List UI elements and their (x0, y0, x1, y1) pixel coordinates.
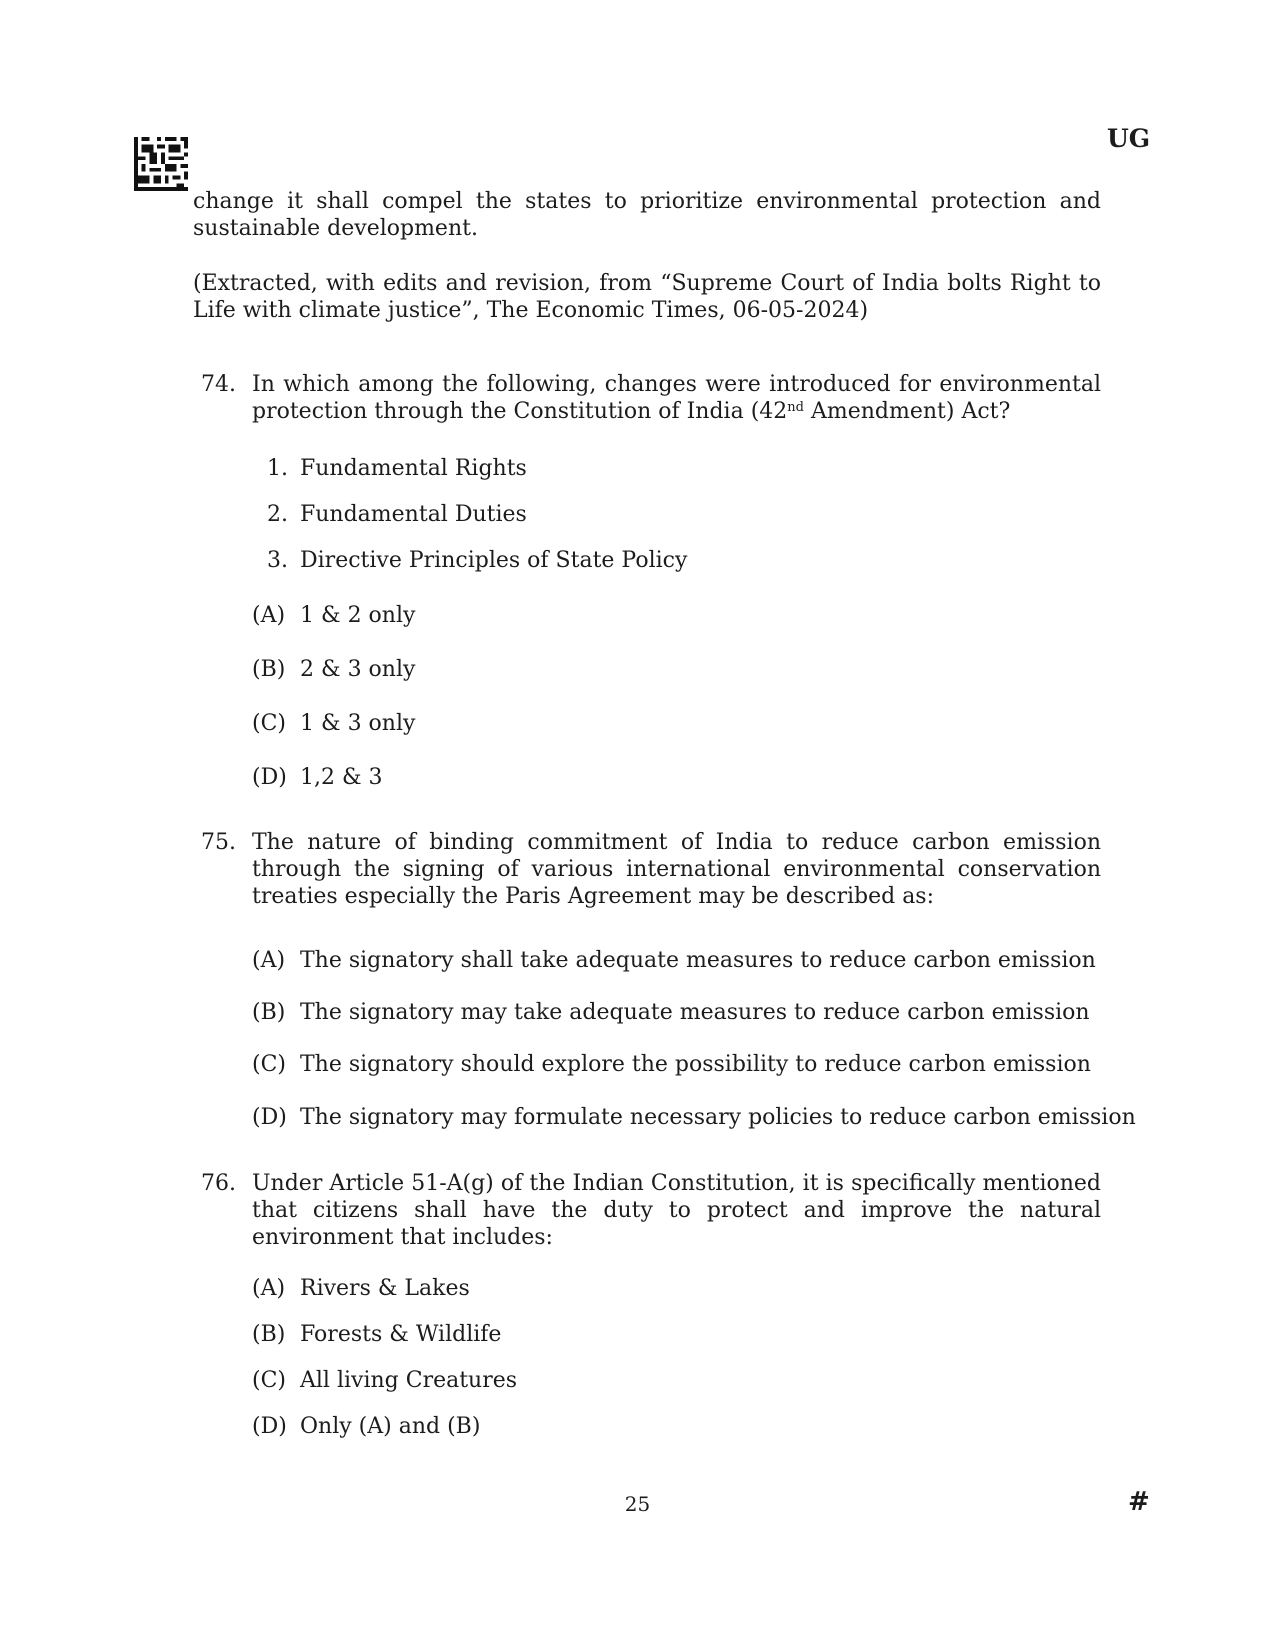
question-text: The nature of binding commitment of India to reduce carbon emission through the signing of various international environmental conservation treaties especially the Paris Agreement may be described as: (252, 830, 1101, 909)
page-mark: # (1128, 1487, 1150, 1517)
option-text: 1,2 & 3 (300, 765, 383, 790)
statement-number: 1. (267, 456, 288, 481)
question-number: 74. (201, 372, 236, 397)
option-text: 1 & 3 only (300, 711, 416, 736)
passage-source: (Extracted, with edits and revision, from “Supreme Court of India bolts Right to Life with climate justice”, The Economic Times, 06-05-2024) (193, 271, 1101, 323)
option-label: (B) (252, 1000, 286, 1025)
option-label: (D) (252, 1105, 287, 1130)
statement-text: Fundamental Duties (300, 502, 527, 527)
option-label: (A) (252, 948, 286, 973)
paper-code: UG (1107, 124, 1151, 153)
option-text: The signatory should explore the possibility to reduce carbon emission (300, 1052, 1091, 1077)
question-number: 76. (201, 1171, 236, 1196)
option-label: (B) (252, 1322, 286, 1347)
statement-text: Fundamental Rights (300, 456, 527, 481)
question-number: 75. (201, 830, 236, 855)
option-label: (C) (252, 1052, 286, 1077)
option-text: 1 & 2 only (300, 603, 416, 628)
statement-number: 3. (267, 548, 288, 573)
option-label: (D) (252, 765, 287, 790)
option-text: The signatory may take adequate measures to reduce carbon emission (300, 1000, 1090, 1025)
option-text: Rivers & Lakes (300, 1276, 470, 1301)
option-label: (C) (252, 1368, 286, 1393)
option-text: The signatory shall take adequate measures to reduce carbon emission (300, 948, 1096, 973)
question-text: In which among the following, changes were introduced for environmental protection through the Constitution of India (42nd Amendment) Act? (252, 372, 1101, 424)
page-number: 25 (624, 1492, 651, 1516)
option-text: The signatory may formulate necessary policies to reduce carbon emission (300, 1105, 1136, 1130)
option-label: (A) (252, 603, 286, 628)
option-text: Only (A) and (B) (300, 1414, 481, 1439)
option-label: (D) (252, 1414, 287, 1439)
option-text: Forests & Wildlife (300, 1322, 502, 1347)
option-label: (C) (252, 711, 286, 736)
option-text: 2 & 3 only (300, 657, 416, 682)
statement-number: 2. (267, 502, 288, 527)
statement-text: Directive Principles of State Policy (300, 548, 688, 573)
question-text: Under Article 51-A(g) of the Indian Constitution, it is specifically mentioned that citizens shall have the duty to protect and improve the natural environment that includes: (252, 1171, 1101, 1250)
option-label: (A) (252, 1276, 286, 1301)
passage-continuation: change it shall compel the states to prioritize environmental protection and sustainable development. (193, 189, 1101, 241)
option-text: All living Creatures (300, 1368, 518, 1393)
datamatrix-barcode-icon (133, 137, 189, 191)
option-label: (B) (252, 657, 286, 682)
